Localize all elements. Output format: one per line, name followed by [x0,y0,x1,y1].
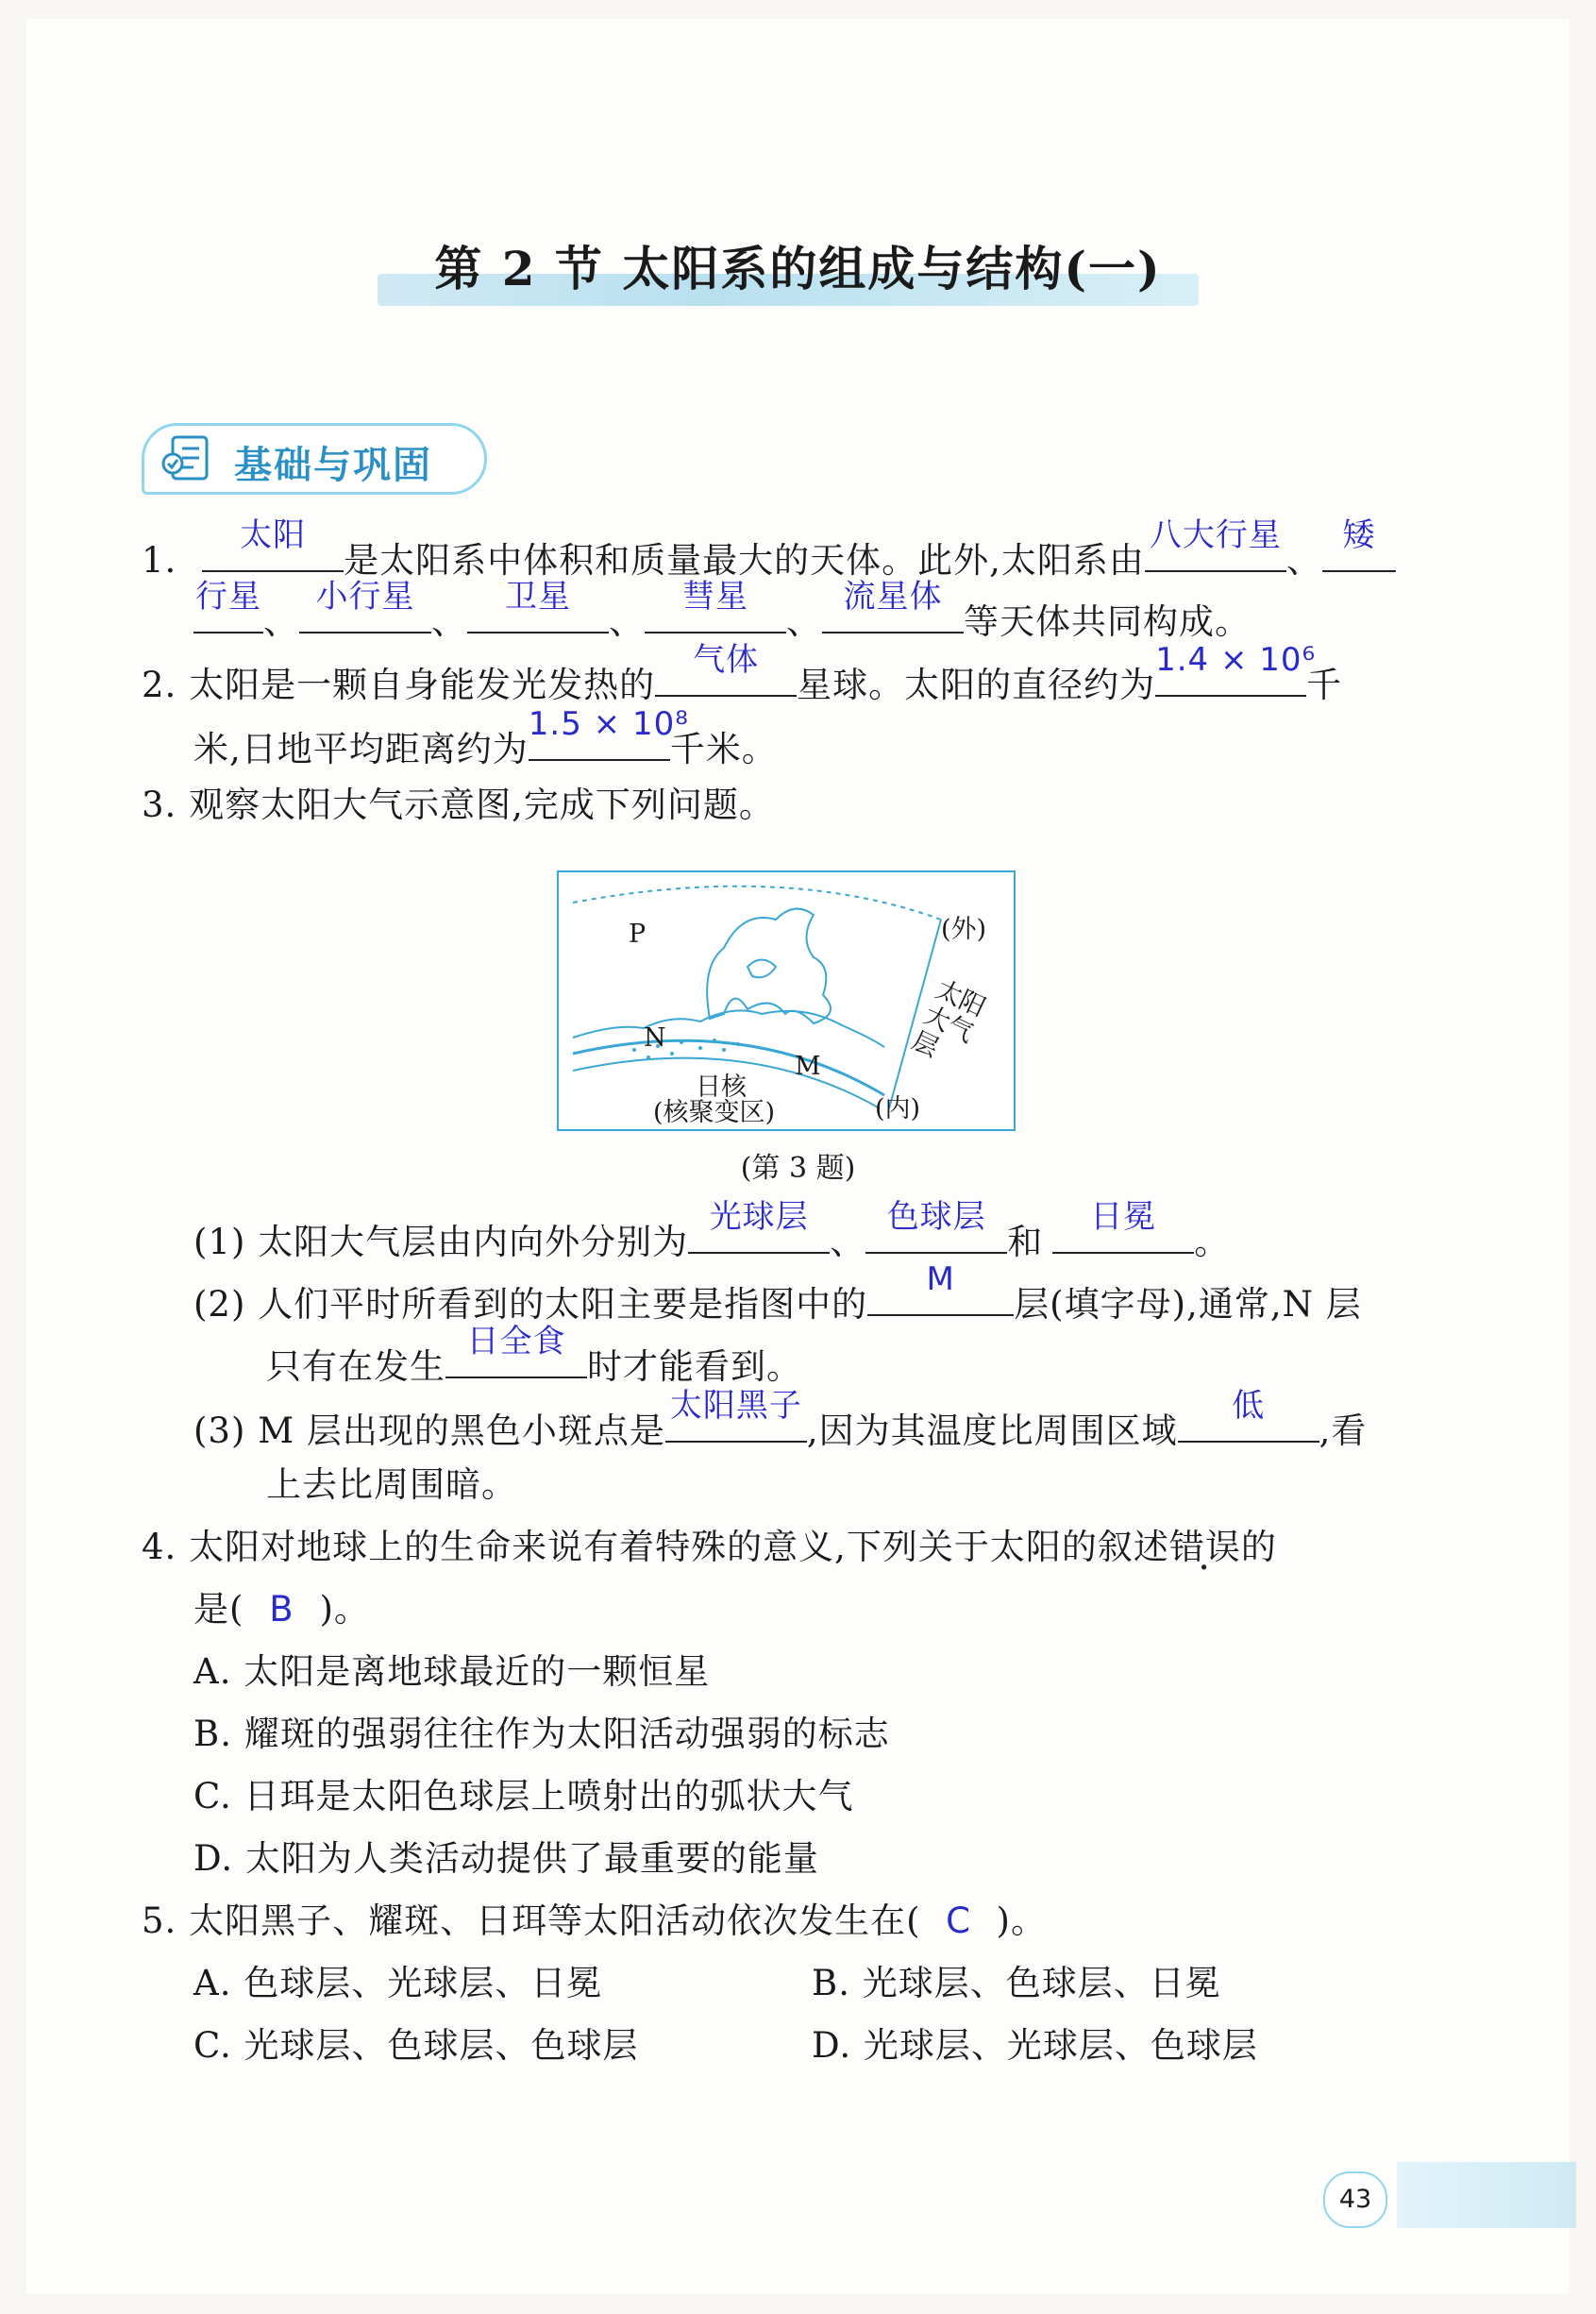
q1-sep-4: 、 [609,601,645,642]
q4-option-a[interactable]: A. 太阳是离地球最近的一颗恒星 [193,1651,711,1692]
q1-blank-1[interactable] [202,516,344,572]
q1-blank-6[interactable] [645,578,786,633]
q3-stem-line [142,782,775,829]
checklist-icon [161,433,218,484]
q1-answer-4: 小行星 [315,578,415,616]
q3-sub3-text-1: M 层出现的黑色小斑点是 [258,1410,665,1451]
q4-stem-c: 是( [193,1589,244,1630]
q3-sub3-answer-1: 太阳黑子 [669,1387,802,1425]
q5-option-c[interactable]: C. 光球层、色球层、色球层 [193,2025,639,2066]
q3-sub3-cont [266,1461,517,1509]
fig-label-out: (外) [941,915,987,944]
q2-answer-2: 1.4 × 10⁶ [1155,641,1317,679]
q3-sub3-text-3: ,看 [1319,1410,1368,1451]
q3-number: 3. [142,785,177,825]
q2-blank-1[interactable] [655,641,797,697]
fig-label-n: N [644,1023,666,1053]
q3-sub2-blank-2[interactable] [445,1323,587,1378]
q3-sub2-blank-1[interactable] [867,1260,1014,1316]
q3-sub3-blank-1[interactable] [665,1387,807,1443]
q2-blank-2[interactable] [1155,641,1317,697]
q1-blank-3[interactable] [1322,516,1396,572]
q2-text-2: 星球。太阳的直径约为 [797,665,1156,705]
fig-label-atmosphere: 太阳大气层 [907,974,990,1064]
q2-blank-3[interactable] [528,705,689,761]
q3-sub3-number: (3) [193,1410,246,1451]
q3-sub1-text-3: 。 [1194,1222,1231,1262]
q1-answer-1: 太阳 [240,516,307,554]
fig-label-p: P [629,920,647,949]
q1-blank-5[interactable] [467,578,609,633]
solar-atmosphere-diagram [557,870,1016,1131]
q3-sub1-text-2: 和 [1007,1222,1044,1262]
q3-stem: 观察太阳大气示意图,完成下列问题。 [189,785,775,825]
q4-option-c[interactable]: C. 日珥是太阳色球层上喷射出的弧状大气 [193,1776,854,1816]
q5-number: 5. [142,1900,177,1941]
q3-sub3-answer-2: 低 [1232,1387,1266,1425]
q2-line2 [193,705,778,773]
q4-option-b[interactable]: B. 耀斑的强弱往往作为太阳活动强弱的标志 [193,1714,890,1754]
q3-sub2-text-3: 只有在发生 [266,1346,445,1387]
q3-sub3-text-2: ,因为其温度比周围区域 [806,1410,1178,1451]
q2-text-5: 千米。 [669,729,778,769]
q1-blank-4[interactable] [299,578,431,633]
section-tag-label: 基础与巩固 [234,444,432,487]
q5-option-d[interactable]: D. 光球层、光球层、色球层 [812,2025,1258,2066]
q1-blank-2[interactable] [1145,516,1286,572]
q3-sub2-text-2: 层(填字母),通常,N 层 [1014,1284,1362,1325]
q3-sub1-blank-3[interactable] [1052,1198,1194,1254]
q3-sub1-number: (1) [193,1222,246,1262]
q3-sub2-answer-2: 日全食 [466,1323,566,1360]
q3-sub3-text-4: 上去比周围暗。 [266,1464,517,1505]
q3-sub3-blank-2[interactable] [1178,1387,1319,1443]
q3-sub1-blank-2[interactable] [865,1198,1007,1254]
q4-stem-a: 太阳对地球上的生命来说有着特殊的意义,下列关于太阳的叙述 [189,1527,1169,1567]
q3-sub3 [193,1387,1368,1455]
q3-sub2 [193,1260,1362,1328]
q4-stem-d: )。 [319,1589,370,1630]
q1-answer-6: 彗星 [682,578,748,616]
q3-sub2-number: (2) [193,1284,246,1325]
q2-number: 2. [142,665,177,705]
q1-answer-2: 八大行星 [1149,516,1282,554]
q3-sub1-answer-3: 日冕 [1090,1198,1157,1236]
q3-sub1-text-1: 太阳大气层由内向外分别为 [258,1222,689,1262]
q1-sep-1: 、 [1285,540,1322,581]
fig-label-core-sub: (核聚变区) [653,1098,776,1127]
page-number: 43 [1323,2171,1387,2228]
q1-answer-5: 卫星 [505,578,571,616]
q1-text-1: 是太阳系中体积和质量最大的天体。此外,太阳系由 [344,540,1145,581]
q2-text-3: 千 [1306,665,1343,705]
q5-stem-b: )。 [996,1900,1047,1941]
q2-line1 [142,641,1343,709]
fig-label-m: M [795,1052,821,1081]
q1-blank-7[interactable] [822,578,964,633]
fig-label-core: 日核 [696,1073,747,1102]
footer-band [1397,2162,1576,2228]
q1-blank-3-cont[interactable] [193,578,263,633]
q3-sub2-text-1: 人们平时所看到的太阳主要是指图中的 [258,1284,868,1325]
q3-sub1-answer-2: 色球层 [886,1198,986,1236]
q3-sub1-sep: 、 [830,1222,866,1262]
q1-sep-3: 、 [431,601,467,642]
q5-stem-line [142,1898,1047,1945]
q1-sep-2: 、 [263,601,299,642]
q4-answer[interactable]: B [269,1589,294,1630]
q3-sub2-text-4: 时才能看到。 [587,1346,802,1387]
q2-answer-1: 气体 [693,641,760,679]
q2-text-4: 米,日地平均距离约为 [193,729,529,769]
fig-label-in: (内) [875,1094,921,1123]
figure-caption: (第 3 题) [740,1152,856,1185]
q3-sub1-blank-1[interactable] [688,1198,830,1254]
q5-answer[interactable]: C [946,1900,971,1941]
q1-answer-3b: 行星 [195,578,261,616]
q5-option-a[interactable]: A. 色球层、光球层、日冕 [193,1963,603,2003]
q2-text-1: 太阳是一颗自身能发光发热的 [189,665,656,705]
q1-number: 1. [142,540,177,581]
q3-sub1 [193,1198,1231,1266]
q3-sub2-answer-1: M [926,1260,955,1298]
q1-answer-7: 流星体 [843,578,943,616]
q4-stem-b: 的 [1240,1527,1277,1567]
q5-stem-a: 太阳黑子、耀斑、日珥等太阳活动依次发生在( [189,1900,921,1941]
q3-sub1-answer-1: 光球层 [709,1198,809,1236]
q1-sep-5: 、 [786,601,822,642]
q1-answer-3a: 矮 [1342,516,1376,554]
q5-option-b[interactable]: B. 光球层、色球层、日冕 [812,1963,1221,2003]
section-tag [142,423,487,495]
q4-stem-line [142,1524,1277,1571]
q4-option-d[interactable]: D. 太阳为人类活动提供了最重要的能量 [193,1838,819,1879]
q4-answer-line [193,1586,370,1633]
q2-answer-3: 1.5 × 10⁸ [528,705,689,743]
q1-text-2: 等天体共同构成。 [964,601,1251,642]
q4-emphasis: 错误 [1168,1527,1241,1567]
q4-number: 4. [142,1527,177,1567]
page-title: 第 2 节 太阳系的组成与结构(一) [434,241,1162,296]
